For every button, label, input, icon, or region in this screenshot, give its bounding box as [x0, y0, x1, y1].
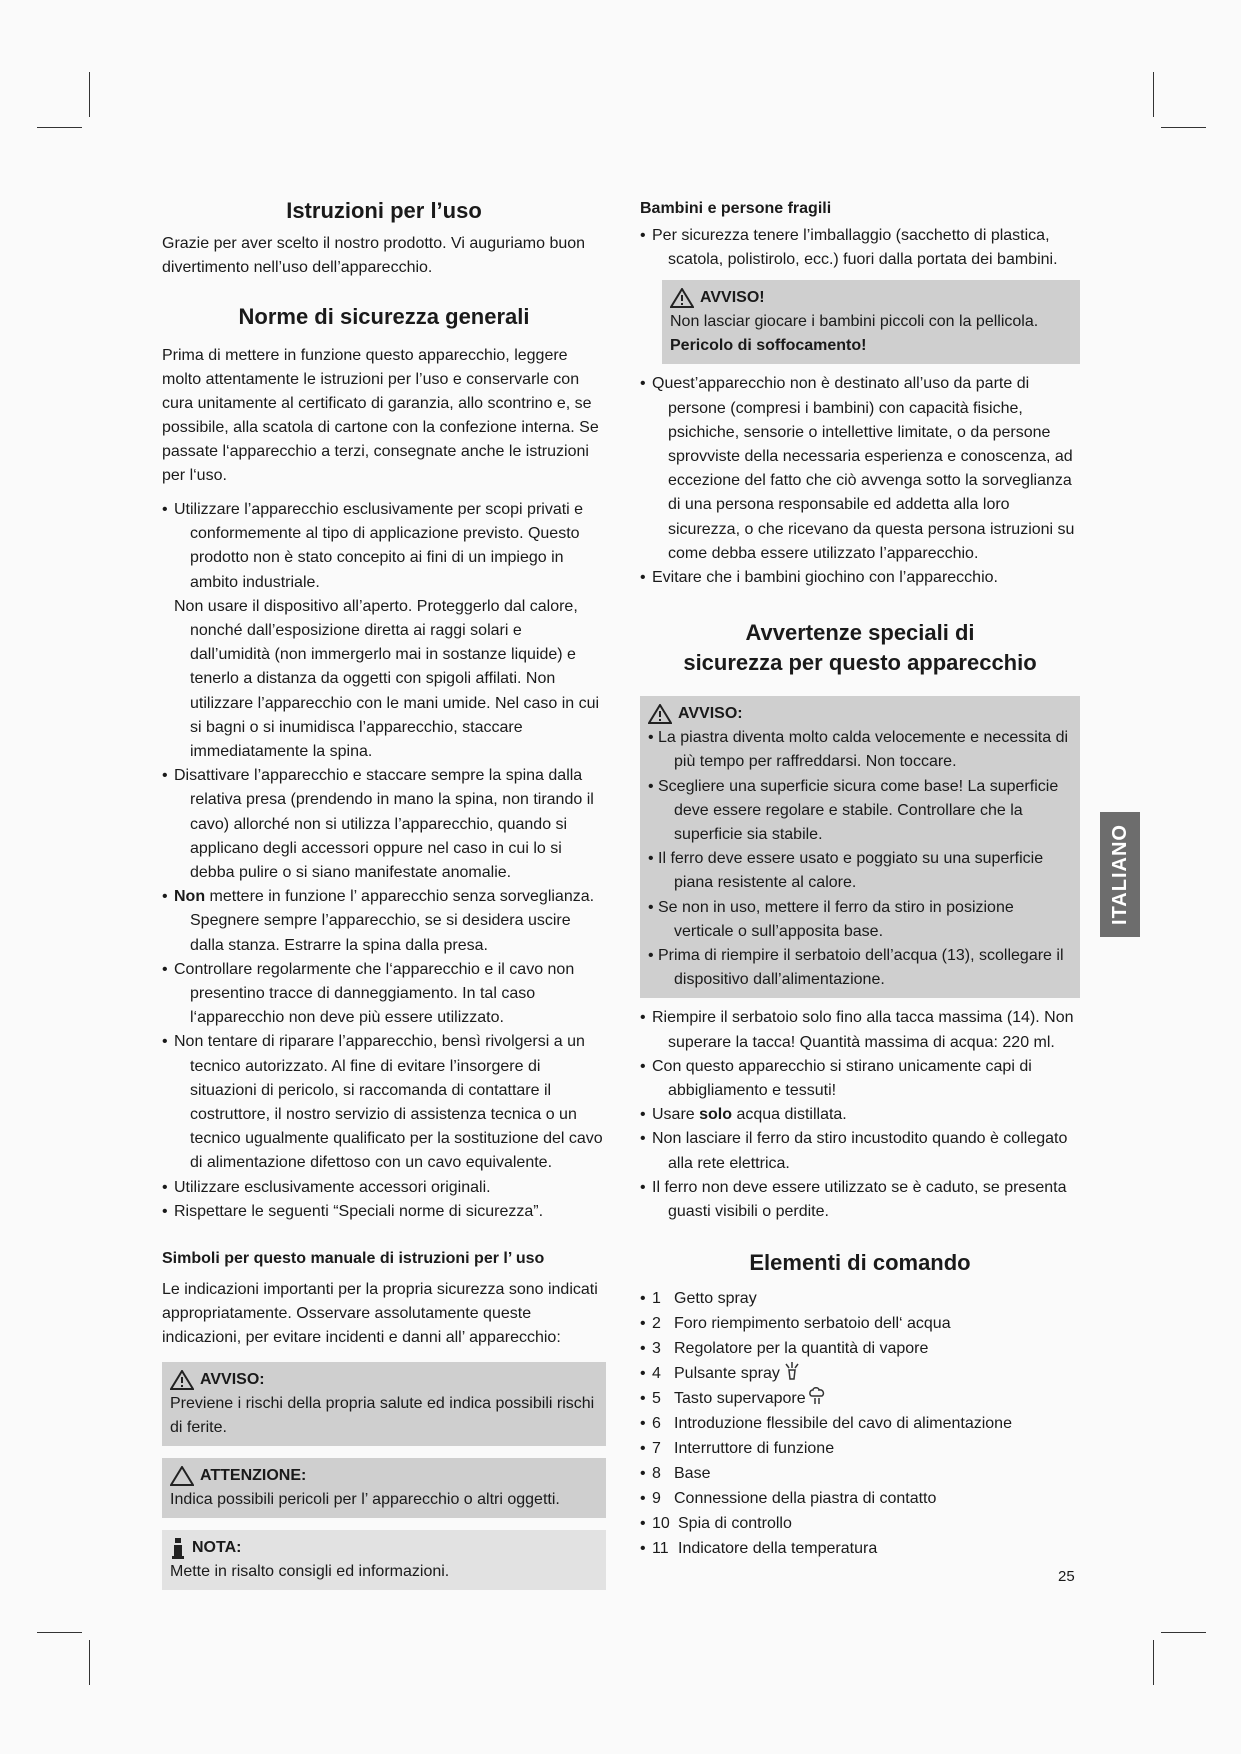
special-warning-label: AVVISO:	[678, 705, 743, 723]
control-label: Indicatore della temperatura	[678, 1540, 878, 1558]
controls-title: Elementi di comando	[749, 1250, 971, 1276]
special-title-line1: Avvertenze speciali di	[745, 620, 975, 646]
right-column	[640, 198, 1080, 1561]
children-warning-bold: Pericolo di soffocamento!	[670, 337, 867, 355]
info-icon	[170, 1537, 186, 1559]
list-item: Non usare il dispositivo all’aperto. Proteggerlo dal calore, nonché dall’esposizione diretta ai raggi solari e dall’umidità (non immergerlo mai in sostanze liquide) e tenerlo a distanza da oggetti con spigoli affilati. Non utilizzare l’apparecchio con le mani umide. Nel caso in cui si bagni o si inumidisca l’apparecchio, staccare immediatamente la spina.	[174, 597, 600, 761]
control-item	[640, 1436, 1080, 1461]
warning-label: AVVISO:	[200, 1371, 265, 1389]
control-number: • 2	[652, 1315, 661, 1333]
warning-box	[162, 1362, 606, 1446]
control-item	[640, 1411, 1080, 1436]
warning-triangle-icon	[170, 1370, 194, 1390]
list-item: • Se non in uso, mettere il ferro da stiro in posizione verticale o sull’apposita base.	[648, 896, 1072, 944]
control-number: • 4	[652, 1365, 661, 1383]
warning-text: Previene i rischi della propria salute ed indica possibili rischi di ferite.	[170, 1395, 595, 1437]
control-number: • 6	[652, 1415, 661, 1433]
control-number: • 5	[652, 1390, 661, 1408]
control-item	[640, 1511, 1080, 1536]
list-item: • Quest’apparecchio non è destinato all’uso da parte di persone (compresi i bambini) con capacità fisiche, psichiche, sensorie o intellettive limitate, o da persone sprovviste della necessaria esperienza e conoscenza, ad eccezione del fatto che ciò avvenga sotto la sorveglianza di una persona responsabile ed addetta alla loro sicurezza, o che ricevano da questa persona istruzioni su come debba essere utilizzato l’apparecchio.	[640, 372, 1080, 566]
special-title-line2: sicurezza per questo apparecchio	[683, 650, 1037, 676]
crop-mark	[1161, 127, 1206, 128]
controls-list	[640, 1286, 1080, 1561]
list-item: • Non lasciare il ferro da stiro incustodito quando è collegato alla rete elettrica.	[640, 1127, 1080, 1175]
language-tab	[1100, 812, 1140, 937]
warning-header	[170, 1368, 598, 1392]
page-number: 25	[1058, 1568, 1075, 1585]
control-label: Getto spray	[674, 1290, 757, 1308]
list-item-text: mettere in funzione l’ apparecchio senza sorveglianza. Spegnere sempre l’apparecchio, se si desidera uscire dalla stanza. Estrarre la spina dalla presa.	[190, 888, 595, 954]
control-number: • 11	[652, 1540, 669, 1558]
list-item: • Non tentare di riparare l’apparecchio, bensì rivolgersi a un tecnico autorizzato. Al fine di evitare l’insorgere di situazioni di pericolo, si raccomanda di contattare il costruttore, il nostro servizio di assistenza tecnica o un tecnico ugualmente qualificato per la sostituzione del cavo di alimentazione difettoso con un cavo equivalente.	[162, 1030, 606, 1175]
crop-mark	[1153, 1640, 1154, 1685]
control-number: • 8	[652, 1465, 661, 1483]
control-item	[640, 1536, 1080, 1561]
list-item: • Riempire il serbatoio solo fino alla tacca massima (14). Non superare la tacca! Quantità massima di acqua: 220 ml.	[640, 1006, 1080, 1054]
list-item: • Utilizzare l’apparecchio esclusivamente per scopi privati e conformemente al tipo di applicazione previsto. Questo prodotto non è stato concepito ai fini di un impiego in ambito industriale.	[162, 498, 606, 595]
safety-intro: Prima di mettere in funzione questo apparecchio, leggere molto attentamente le istruzioni per l’uso e conservarle con cura unitamente al certificato di garanzia, allo scontrino e, se possibile, alla scatola di cartone con la confezione interna. Se passate l‘apparecchio a terzi, consegnate anche le istruzioni per l‘uso.	[162, 347, 599, 484]
warning-triangle-icon	[648, 704, 672, 724]
crop-mark	[89, 1640, 90, 1685]
emphasis: solo	[699, 1106, 733, 1124]
list-item-text: acqua distillata.	[732, 1106, 847, 1124]
list-item: • Utilizzare esclusivamente accessori originali.	[162, 1176, 606, 1200]
caution-label: ATTENZIONE:	[200, 1467, 307, 1485]
control-item	[640, 1486, 1080, 1511]
children-title: Bambini e persone fragili	[640, 200, 832, 217]
control-label: Connessione della piastra di contatto	[674, 1490, 937, 1508]
caution-header	[170, 1464, 598, 1488]
crop-mark	[1161, 1632, 1206, 1633]
crop-mark	[37, 1632, 82, 1633]
safety-list	[162, 498, 606, 1224]
control-item	[640, 1336, 1080, 1361]
list-item: • La piastra diventa molto calda velocemente e necessita di più tempo per raffreddarsi. Non toccare.	[648, 726, 1072, 774]
control-label: Interruttore di funzione	[674, 1440, 835, 1458]
special-warning-header	[648, 702, 1072, 726]
control-label: Regolatore per la quantità di vapore	[674, 1340, 929, 1358]
list-item: • Il ferro deve essere usato e poggiato su una superficie piana resistente al calore.	[648, 847, 1072, 895]
children-warning-box	[662, 280, 1080, 364]
caution-triangle-icon	[170, 1466, 194, 1486]
symbols-title: Simboli per questo manuale di istruzioni per l’ uso	[162, 1250, 545, 1268]
children-list-2	[640, 372, 1080, 590]
control-label: Base	[674, 1465, 711, 1483]
left-column	[162, 196, 606, 1590]
note-label: NOTA:	[192, 1539, 242, 1557]
list-item: • Per sicurezza tenere l’imballaggio (sacchetto di plastica, scatola, polistirolo, ecc.) fuori dalla portata dei bambini.	[640, 224, 1080, 272]
spray-icon	[783, 1361, 801, 1381]
control-number: • 3	[652, 1340, 661, 1358]
control-number: • 7	[652, 1440, 661, 1458]
steam-burst-icon	[808, 1386, 826, 1406]
control-item	[640, 1386, 1080, 1411]
children-warning-text: Non lasciar giocare i bambini piccoli con la pellicola.	[670, 313, 1039, 331]
note-text: Mette in risalto consigli ed informazioni.	[170, 1563, 450, 1581]
language-tab-label: ITALIANO	[1108, 824, 1131, 925]
warning-triangle-icon	[670, 288, 694, 308]
special-warning-box	[640, 696, 1080, 998]
list-item	[640, 1103, 1080, 1127]
control-number: • 10	[652, 1515, 670, 1533]
caution-box	[162, 1458, 606, 1518]
list-item: • Prima di riempire il serbatoio dell’acqua (13), scollegare il dispositivo dall’alimentazione.	[648, 944, 1072, 992]
control-label: Tasto supervapore	[674, 1390, 806, 1408]
list-item: • Con questo apparecchio si stirano unicamente capi di abbigliamento e tessuti!	[640, 1055, 1080, 1103]
list-item	[162, 885, 606, 958]
control-label: Pulsante spray	[674, 1365, 780, 1383]
crop-mark	[37, 127, 82, 128]
control-item	[640, 1361, 1080, 1386]
note-header	[170, 1536, 598, 1560]
children-list	[640, 224, 1080, 272]
list-item: • Disattivare l’apparecchio e staccare sempre la spina dalla relativa presa (prendendo in mano la spina, non tirando il cavo) allorché non si utilizza l’apparecchio, quando si applicano degli accessori oppure nel caso in cui lo si debba pulire o si siano manifestate anomalie.	[162, 764, 606, 885]
page-title: Istruzioni per l’uso	[286, 198, 482, 223]
note-box	[162, 1530, 606, 1590]
control-label: Foro riempimento serbatoio dell‘ acqua	[674, 1315, 951, 1333]
safety-title: Norme di sicurezza generali	[238, 304, 530, 329]
children-warning-label: AVVISO!	[700, 289, 765, 307]
control-item	[640, 1286, 1080, 1311]
list-item: • Evitare che i bambini giochino con l’apparecchio.	[640, 566, 1080, 590]
control-label: Spia di controllo	[678, 1515, 792, 1533]
symbols-intro: Le indicazioni importanti per la propria sicurezza sono indicati appropriatamente. Osservare assolutamente queste indicazioni, per evitare incidenti e danni all’ apparecchio:	[162, 1281, 598, 1347]
list-item: • Rispettare le seguenti “Speciali norme di sicurezza”.	[162, 1200, 606, 1224]
children-warning-header	[670, 286, 1072, 310]
list-item: • Scegliere una superficie sicura come base! La superficie deve essere regolare e stabile. Controllare che la superficie sia stabile.	[648, 775, 1072, 848]
control-item	[640, 1461, 1080, 1486]
emphasis: Non	[174, 888, 206, 906]
crop-mark	[89, 72, 90, 117]
list-item-text: Usare	[652, 1106, 700, 1124]
control-number: • 1	[652, 1290, 661, 1308]
caution-text: Indica possibili pericoli per l’ apparecchio o altri oggetti.	[170, 1491, 560, 1509]
list-item: • Controllare regolarmente che l‘apparecchio e il cavo non presentino tracce di danneggiamento. In tal caso l‘apparecchio non deve più essere utilizzato.	[162, 958, 606, 1031]
control-item	[640, 1311, 1080, 1336]
list-item: • Il ferro non deve essere utilizzato se è caduto, se presenta guasti visibili o perdite.	[640, 1176, 1080, 1224]
crop-mark	[1153, 72, 1154, 117]
special-list	[640, 1006, 1080, 1224]
control-number: • 9	[652, 1490, 661, 1508]
control-label: Introduzione flessibile del cavo di alimentazione	[674, 1415, 1012, 1433]
special-warning-list	[648, 726, 1072, 992]
intro-text: Grazie per aver scelto il nostro prodotto. Vi auguriamo buon divertimento nell’uso dell’apparecchio.	[162, 235, 586, 276]
